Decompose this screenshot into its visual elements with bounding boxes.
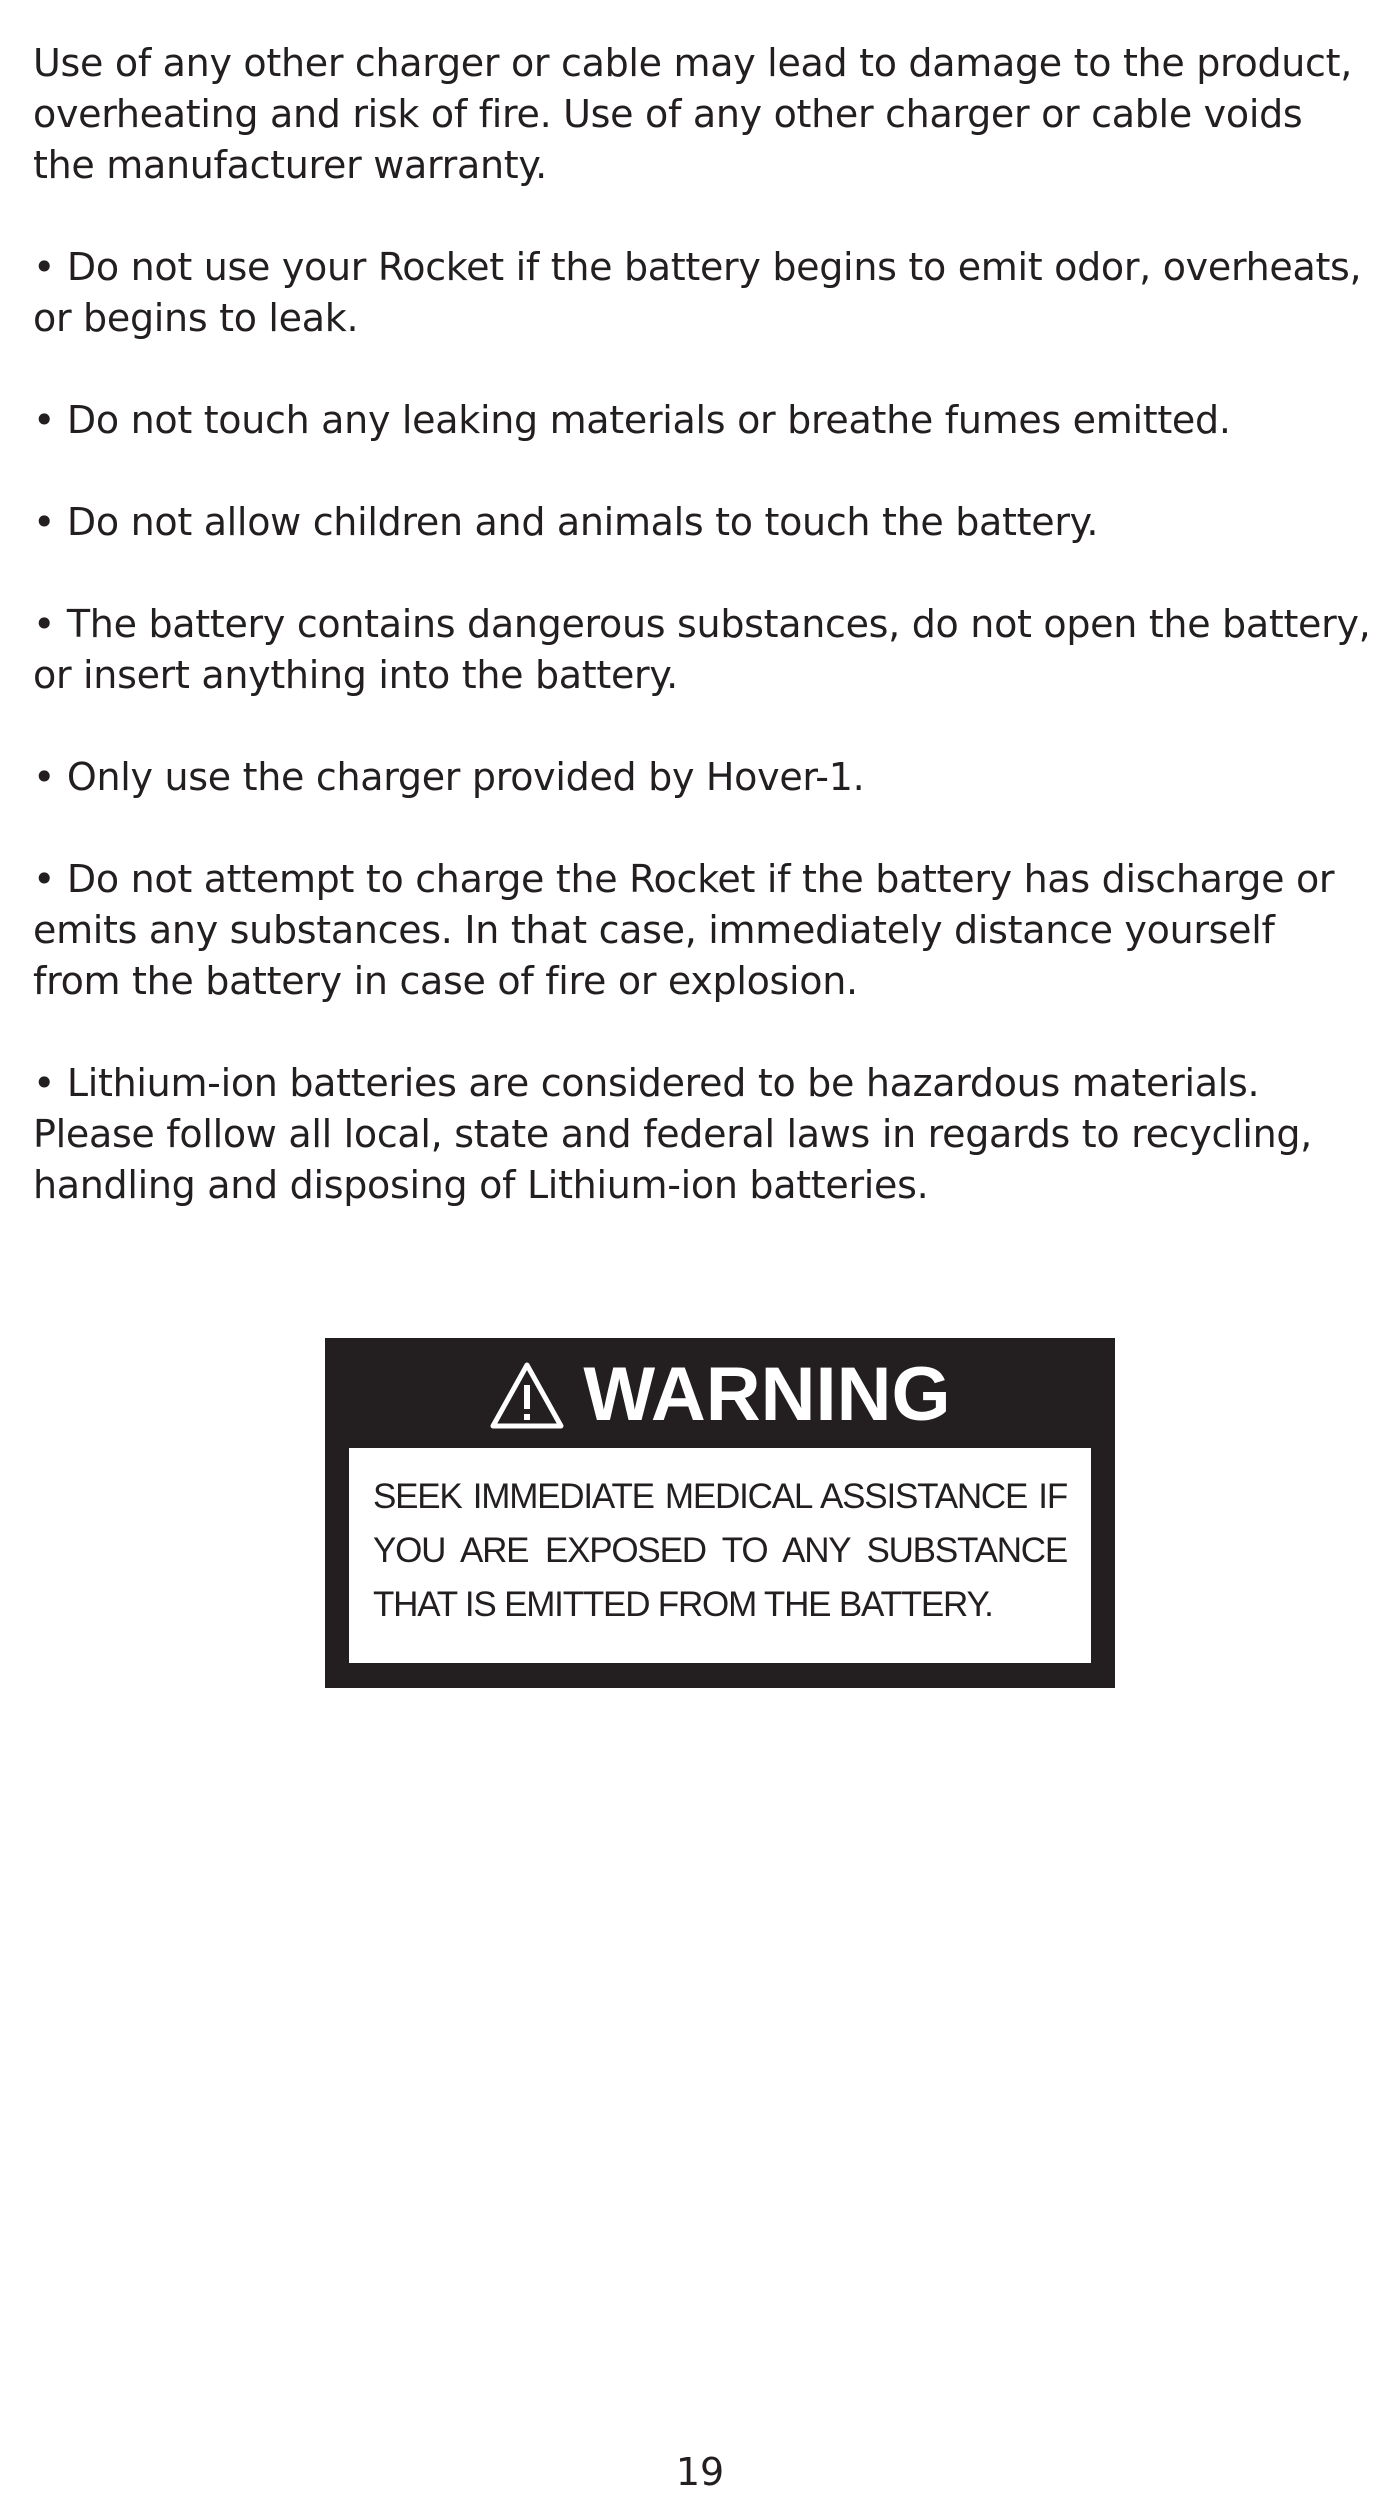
bullet-discharge: • Do not attempt to charge the Rocket if the battery has discharge or emits any substances. In that case, immediately distance yourself from the battery in case of fire or explosion. bbox=[33, 857, 1335, 1003]
bullet-odor-overheat: • Do not use your Rocket if the battery begins to emit odor, overheats, or begins to leak. bbox=[33, 245, 1362, 340]
bullet-hazardous-materials: • Lithium-ion batteries are considered to be hazardous materials. Please follow all local, state and federal laws in regards to recycling, handling and disposing of Lithium-ion batteries. bbox=[33, 1061, 1312, 1207]
warning-label bbox=[325, 1338, 1115, 1688]
warranty-paragraph: Use of any other charger or cable may lead to damage to the product, overheating and risk of fire. Use of any other charger or cable voids the manufacturer warranty. bbox=[33, 41, 1353, 187]
warning-message: SEEK IMMEDIATE MEDICAL ASSISTANCE IF YOU ARE EXPOSED TO ANY SUBSTANCE THAT IS EMITTED FROM THE BATTERY. bbox=[373, 1477, 1067, 1624]
bullet-children-animals: • Do not allow children and animals to touch the battery. bbox=[33, 500, 1099, 544]
bullet-dangerous-substances: • The battery contains dangerous substances, do not open the battery, or insert anything into the battery. bbox=[33, 602, 1371, 697]
instructions-text bbox=[33, 38, 1373, 1262]
bullet-charger: • Only use the charger provided by Hover-1. bbox=[33, 755, 865, 799]
warning-triangle-icon bbox=[489, 1360, 565, 1430]
warning-message-panel bbox=[349, 1448, 1091, 1663]
warning-header bbox=[325, 1350, 1115, 1440]
page-number: 19 bbox=[675, 2450, 725, 2494]
bullet-leaking-materials: • Do not touch any leaking materials or breathe fumes emitted. bbox=[33, 398, 1231, 442]
warning-title: WARNING bbox=[583, 1352, 951, 1437]
